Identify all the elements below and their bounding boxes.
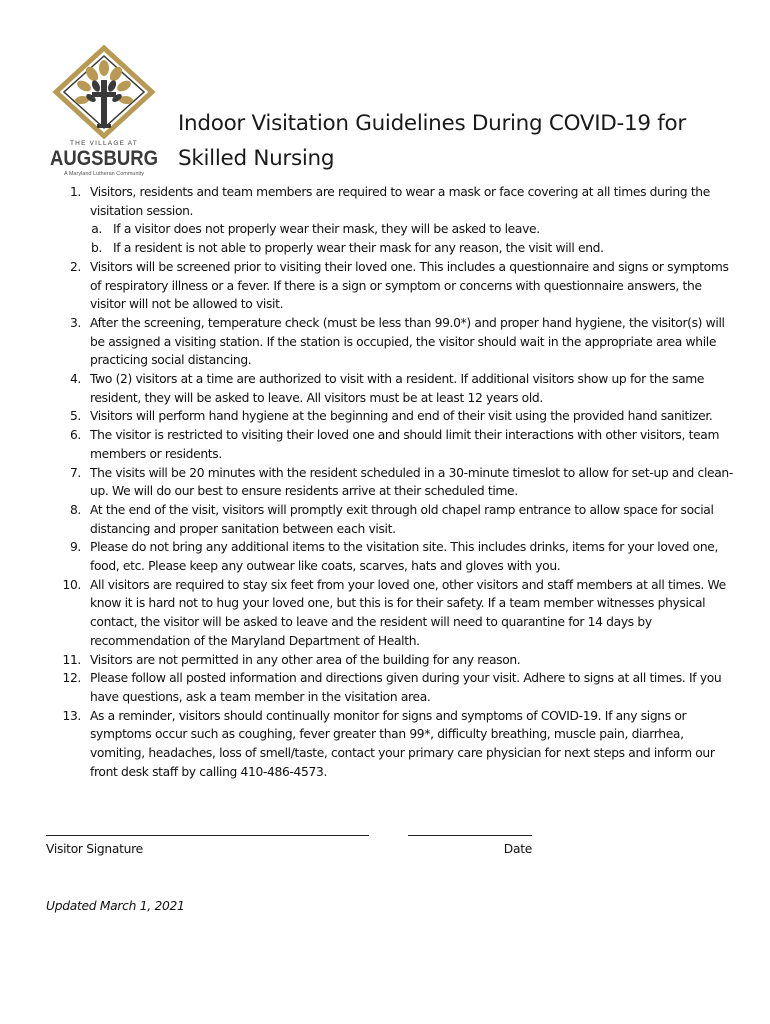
page-title xyxy=(178,106,686,176)
augsburg-logo xyxy=(46,44,168,180)
guideline-number: 11. xyxy=(62,652,81,667)
guideline-number: 6. xyxy=(69,428,81,443)
logo-line1: THE VILLAGE AT xyxy=(70,140,138,147)
guideline-text: Please follow all posted information and directions given during your visit. Adhere to signs at all times. If you have questions, ask a team member in the visitation area. xyxy=(90,671,722,704)
guideline-item xyxy=(48,707,738,782)
guideline-number: 5. xyxy=(69,409,81,424)
guideline-number: 2. xyxy=(69,259,81,274)
guideline-text: After the screening, temperature check (must be less than 99.0*) and proper hand hygiene, the visitor(s) will be assigned a visiting station. If the station is occupied, the visitor should wait in the appropriate area while practicing social distancing. xyxy=(90,315,725,368)
date-block xyxy=(408,823,532,856)
guideline-number: 1. xyxy=(69,185,81,199)
guideline-number: 9. xyxy=(69,540,81,555)
guideline-text: All visitors are required to stay six feet from your loved one, other visitors and staff members at all times. We know it is hard not to hug your loved one, but this is for their safety. If a team member witnesses physical contact, the visitor will be asked to leave and the resident will need to quarantine for 14 days by recommendation of the Maryland Department of Health. xyxy=(90,577,726,648)
guideline-text: Please do not bring any additional items to the visitation site. This includes drinks, items for your loved one, food, etc. Please keep any outwear like coats, scarves, hats and gloves with you. xyxy=(90,540,719,574)
guideline-subitem xyxy=(48,239,738,258)
guideline-text: At the end of the visit, visitors will promptly exit through old chapel ramp entrance to allow space for social distancing and proper sanitation between each visit. xyxy=(90,502,714,536)
guideline-number: 13. xyxy=(62,708,81,723)
guideline-text: The visits will be 20 minutes with the resident scheduled in a 30-minute timeslot to allow for set-up and clean-up. We will do our best to ensure residents arrive at their scheduled time. xyxy=(90,465,733,499)
guideline-text: Visitors will be screened prior to visiting their loved one. This includes a questionnaire and signs or symptoms of respiratory illness or a fever. If there is a sign or symptom or concerns with questionnaire answers, the visitor will not be allowed to visit. xyxy=(90,259,729,312)
guideline-number: 7. xyxy=(69,465,81,480)
date-label: Date xyxy=(503,842,532,856)
guideline-text: Visitors will perform hand hygiene at the beginning and end of their visit using the provided hand sanitizer. xyxy=(90,409,713,424)
guideline-item xyxy=(48,426,738,463)
tree-emblem-icon xyxy=(46,44,168,180)
guideline-number: 8. xyxy=(69,502,81,517)
logo-line2: AUGSBURG xyxy=(50,147,158,170)
guidelines-list xyxy=(48,183,738,782)
guideline-subitem xyxy=(48,220,738,239)
guideline-item xyxy=(48,258,738,314)
updated-date: Updated March 1, 2021 xyxy=(46,899,185,913)
guideline-number: 3. xyxy=(69,315,81,330)
guideline-item xyxy=(48,407,738,426)
title-line2: Skilled Nursing xyxy=(178,146,335,171)
visitor-signature-line[interactable] xyxy=(46,823,369,836)
subitem-text: If a visitor does not properly wear their mask, they will be asked to leave. xyxy=(113,222,540,237)
subitem-letter: a. xyxy=(91,222,102,237)
guideline-item xyxy=(48,501,738,538)
subitem-text: If a resident is not able to properly wear their mask for any reason, the visit will end. xyxy=(113,241,604,256)
guideline-item xyxy=(48,464,738,501)
guideline-item xyxy=(48,576,738,651)
guideline-item xyxy=(48,314,738,370)
guideline-text: As a reminder, visitors should continually monitor for signs and symptoms of COVID-19. If any signs or symptoms occur such as coughing, fever greater than 99*, difficulty breathing, muscle pain, diarrhea, vomiting, headaches, loss of smell/taste, contact your primary care physician for next steps and inform our front desk staff by calling 410-486-4573. xyxy=(90,708,715,779)
guideline-item xyxy=(48,669,738,706)
guideline-text: Visitors are not permitted in any other area of the building for any reason. xyxy=(90,652,521,667)
guideline-text: Two (2) visitors at a time are authorized to visit with a resident. If additional visitors show up for the same resident, they will be asked to leave. All visitors must be at least 12 years old. xyxy=(90,372,705,405)
guideline-number: 10. xyxy=(62,577,81,592)
visitor-signature-label: Visitor Signature xyxy=(46,842,143,856)
visitor-signature-block xyxy=(46,823,369,856)
title-line1: Indoor Visitation Guidelines During COVID-19 for xyxy=(178,111,686,136)
subitem-letter: b. xyxy=(90,241,102,256)
guideline-item xyxy=(48,183,738,220)
guideline-number: 12. xyxy=(62,671,81,686)
guideline-number: 4. xyxy=(69,372,81,387)
guideline-item xyxy=(48,538,738,575)
guideline-item xyxy=(48,370,738,407)
logo-line3: A Maryland Lutheran Community xyxy=(63,171,145,177)
guideline-text: The visitor is restricted to visiting their loved one and should limit their interactions with other visitors, team members or residents. xyxy=(90,428,720,461)
date-line[interactable] xyxy=(408,823,532,836)
guideline-item xyxy=(48,651,738,670)
guideline-text: Visitors, residents and team members are required to wear a mask or face covering at all times during the visitation session. xyxy=(90,185,710,218)
